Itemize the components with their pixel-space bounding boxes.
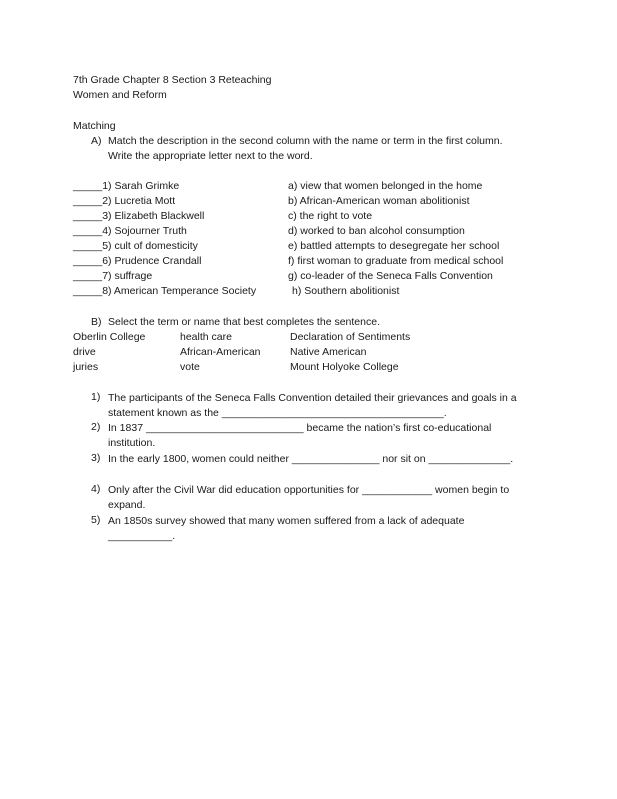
matching-description: a) view that women belonged in the home [288,180,483,192]
matching-row [0,225,617,240]
matching-term: _____6) Prudence Crandall [73,255,202,267]
matching-term: _____2) Lucretia Mott [73,195,176,207]
word-bank-row [0,346,617,361]
part-a-instruction-line1: Match the description in the second column with the name or term in the first column. [108,135,503,147]
matching-term: _____3) Elizabeth Blackwell [73,210,205,222]
matching-term: _____8) American Temperance Society [73,285,257,297]
worksheet-subtitle: Women and Reform [73,89,167,101]
word-bank-term: Declaration of Sentiments [290,331,411,343]
word-bank-term: African-American [180,346,261,358]
worksheet-title: 7th Grade Chapter 8 Section 3 Reteaching [73,74,272,86]
word-bank-term: drive [73,346,96,358]
question-number: 3) [91,452,101,464]
question-text: Only after the Civil War did education opportunities for ____________ women begin to expand. [108,484,510,511]
matching-description: h) Southern abolitionist [292,285,400,297]
matching-term: _____7) suffrage [73,270,153,282]
word-bank-term: vote [180,361,200,373]
matching-description: f) first woman to graduate from medical school [288,255,504,267]
matching-description: c) the right to vote [288,210,373,222]
word-bank-term: health care [180,331,232,343]
question-text: In the early 1800, women could neither _______________ nor sit on ______________. [108,453,514,465]
word-bank-term: Mount Holyoke College [290,361,399,373]
matching-row [0,270,617,285]
question-text: In 1837 ___________________________ became the nation’s first co-educational institution. [108,422,492,449]
question-number: 1) [91,391,101,403]
matching-heading: Matching [73,120,116,132]
matching-term: _____1) Sarah Grimke [73,180,180,192]
question-text: The participants of the Seneca Falls Convention detailed their grievances and goals in a statement known as the ______________________________________. [108,392,517,419]
word-bank-row [0,331,617,346]
question-number: 5) [91,514,101,526]
matching-row [0,240,617,255]
part-b-label: B) [91,316,102,328]
matching-row [0,180,617,195]
matching-term: _____5) cult of domesticity [73,240,198,252]
matching-row [0,195,617,210]
matching-description: e) battled attempts to desegregate her school [288,240,500,252]
matching-description: g) co-leader of the Seneca Falls Convention [288,270,493,282]
matching-row [0,210,617,225]
word-bank-term: Native American [290,346,367,358]
question-number: 2) [91,421,101,433]
matching-row [0,285,617,300]
part-b-instruction: Select the term or name that best completes the sentence. [108,316,380,328]
matching-term: _____4) Sojourner Truth [73,225,187,237]
matching-row [0,255,617,270]
question-number: 4) [91,483,101,495]
word-bank-row [0,361,617,376]
part-a-label: A) [91,135,102,147]
matching-description: b) African-American woman abolitionist [288,195,470,207]
question-text: An 1850s survey showed that many women suffered from a lack of adequate ___________. [108,515,465,542]
matching-description: d) worked to ban alcohol consumption [288,225,465,237]
word-bank-term: Oberlin College [73,331,146,343]
word-bank-term: juries [73,361,99,373]
part-a-instruction-line2: Write the appropriate letter next to the word. [108,150,313,162]
